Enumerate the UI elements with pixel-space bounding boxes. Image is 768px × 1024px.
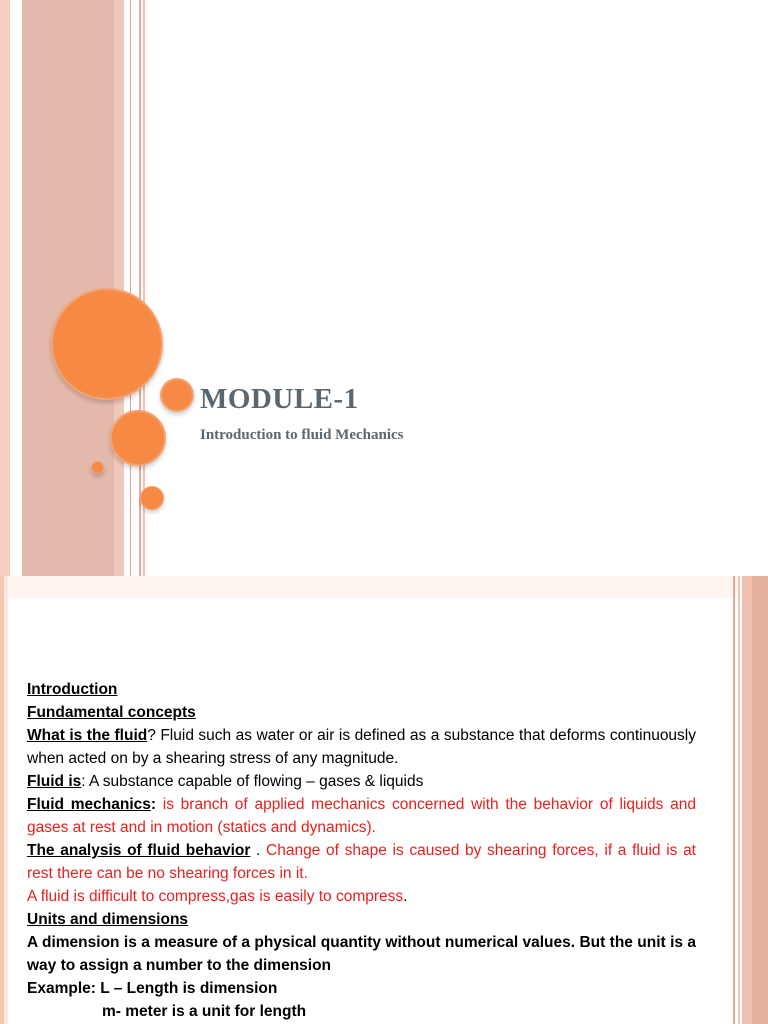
compress-text: A fluid is difficult to compress,gas is easily to compress [27, 888, 404, 905]
decorative-band [4, 576, 8, 1024]
decorative-circle [160, 378, 194, 412]
paragraph-what-is-fluid [27, 724, 696, 770]
definition-text: : A substance capable of flowing – gases & liquids [81, 773, 424, 790]
decorative-circle [140, 486, 164, 510]
content-slide [0, 576, 768, 1024]
decorative-band [8, 576, 738, 598]
paragraph-analysis [27, 839, 696, 885]
separator: : [150, 796, 163, 813]
slide-subtitle: Introduction to fluid Mechanics [200, 427, 404, 443]
meter-line: m- meter is a unit for length [102, 1003, 307, 1020]
decorative-circle [51, 288, 163, 400]
heading-fundamental-concepts: Fundamental concepts [27, 704, 196, 721]
decorative-band [0, 0, 10, 576]
decorative-circle [91, 461, 104, 474]
paragraph-dimension: A dimension is a measure of a physical quantity without numerical values. But the unit is a way to assign a number to the dimension [27, 934, 696, 974]
definition-text: Change of shape is caused by shearing forces, if a fluid is at rest there can be no shearing forces in it. [27, 842, 696, 882]
decorative-stripe [752, 576, 768, 1024]
definition-text: is branch of applied mechanics concerned with the behavior of liquids and gases at rest and in motion (statics and dynamics). [27, 796, 696, 836]
period: . [403, 888, 408, 905]
decorative-line [139, 0, 141, 576]
term-what-is-fluid: What is the fluid [27, 727, 148, 744]
heading-units-dimensions: Units and dimensions [27, 911, 189, 928]
decorative-line [738, 576, 740, 1024]
decorative-stripe [742, 576, 752, 1024]
decorative-line [733, 576, 735, 1024]
separator: . [250, 842, 267, 859]
slide-title: MODULE-1 [200, 383, 359, 415]
term-fluid-mechanics: Fluid mechanics [27, 796, 151, 813]
paragraph-compress [27, 885, 696, 908]
decorative-circle [110, 410, 166, 466]
example-line: Example: L – Length is dimension [27, 980, 278, 997]
definition-text: ? Fluid such as water or air is defined as a substance that deforms continuously when acted on by a shearing stress of any magnitude. [27, 727, 697, 767]
slide-body [27, 678, 696, 1023]
paragraph-fluid-mechanics [27, 793, 696, 839]
paragraph-fluid-is [27, 770, 696, 793]
term-analysis: The analysis of fluid behavior [27, 842, 251, 859]
heading-introduction: Introduction [27, 681, 118, 698]
decorative-line [130, 0, 131, 576]
term-fluid-is: Fluid is [27, 773, 82, 790]
